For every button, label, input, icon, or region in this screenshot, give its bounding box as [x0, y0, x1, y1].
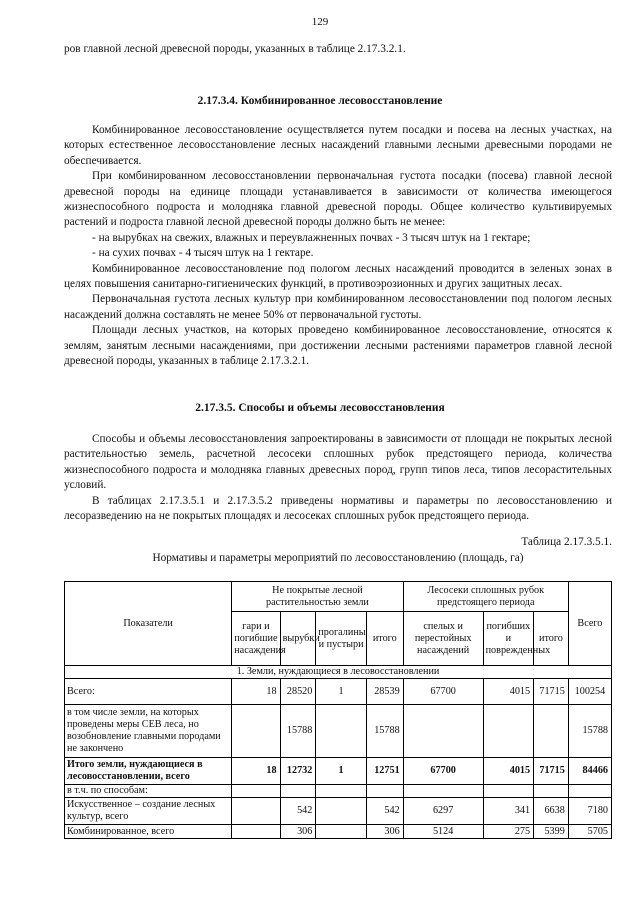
- cell-cutovers: 12732: [280, 758, 316, 785]
- cell-damaged: 275: [483, 825, 533, 839]
- cell-total: 100254: [568, 679, 611, 705]
- cell-mature: 6297: [403, 798, 483, 825]
- row-label: Всего:: [65, 679, 232, 705]
- list-item: - на вырубках на свежих, влажных и переувлажненных почвах - 3 тысяч штук на 1 гектаре;: [92, 231, 531, 244]
- row-label: в том числе земли, на которых проведены меры СЕВ леса, но возобновление главными породами не закончено: [65, 705, 232, 758]
- cell-subtotal-2: [534, 705, 569, 758]
- cell-glades: 1: [316, 679, 366, 705]
- cell-glades: [316, 825, 366, 839]
- cell-glades: [316, 798, 366, 825]
- section-heading-methods: 2.17.3.5. Способы и объемы лесовосстановления: [195, 402, 445, 414]
- cell-cutovers: 15788: [280, 705, 316, 758]
- section-2-body: [64, 432, 612, 524]
- section-row: [65, 666, 612, 679]
- header-damaged: погибших и поврежденных: [483, 612, 533, 666]
- cell-subtotal-1: 306: [366, 825, 403, 839]
- cell-burnt: 18: [232, 679, 280, 705]
- page-number: 129: [311, 16, 329, 28]
- cell-burnt: 18: [232, 758, 280, 785]
- cell-burnt: [232, 705, 280, 758]
- cell-burnt: [232, 785, 280, 798]
- table-row: [65, 705, 612, 758]
- cell-subtotal-1: 15788: [366, 705, 403, 758]
- cell-burnt: [232, 798, 280, 825]
- paragraph: При комбинированном лесовосстановлении первоначальная густота посадки (посева) главной лесной древесной породы на единице площади устанавливается в зависимости от количества имеющегося жизнеспособного подроста и молодняка главной древесной породы. Общее количество культивируемых растений и подроста главной лесной древесной породы должно быть не менее:: [64, 170, 612, 229]
- cell-total: [568, 785, 611, 798]
- section-heading-combined: 2.17.3.4. Комбинированное лесовосстановление: [197, 95, 443, 107]
- cell-damaged: 4015: [483, 758, 533, 785]
- cell-total: 84466: [568, 758, 611, 785]
- cell-subtotal-1: 28539: [366, 679, 403, 705]
- list-item: - на сухих почвах - 4 тысяч штук на 1 гектаре.: [92, 247, 314, 260]
- header-indicators: Показатели: [65, 582, 232, 666]
- paragraph: Площади лесных участков, на которых проведено комбинированное лесовосстановление, относятся к землям, занятым лесными насаждениями, при достижении лесными растениями параметров главной лесной древесной породы, указанных в таблице 2.17.3.2.1.: [64, 324, 612, 368]
- cell-mature: [403, 705, 483, 758]
- paragraph: Комбинированное лесовосстановление под пологом лесных насаждений проводится в зеленых зонах в целях повышения санитарно-гигиенических функций, в противоэрозионных и других защитных лесах.: [64, 262, 612, 291]
- cell-glades: 1: [316, 758, 366, 785]
- cell-subtotal-2: [534, 785, 569, 798]
- cell-glades: [316, 705, 366, 758]
- cell-subtotal-1: [366, 785, 403, 798]
- cell-cutovers: 542: [280, 798, 316, 825]
- header-burnt: гари и погибшие насаждения: [232, 612, 280, 666]
- cell-total: 15788: [568, 705, 611, 758]
- cell-glades: [316, 785, 366, 798]
- header-group-clearcut: Лесосеки сплошных рубок предстоящего периода: [403, 582, 568, 612]
- cell-cutovers: [280, 785, 316, 798]
- header-subtotal-2: итого: [534, 612, 569, 666]
- section-row-label: 1. Земли, нуждающиеся в лесовосстановлении: [65, 666, 612, 679]
- cell-subtotal-2: 5399: [534, 825, 569, 839]
- header-mature: спелых и перестойных насаждений: [403, 612, 483, 666]
- table-title: Нормативы и параметры мероприятий по лесовосстановлению (площадь, га): [152, 552, 524, 564]
- cell-total: 7180: [568, 798, 611, 825]
- cell-damaged: [483, 705, 533, 758]
- header-glades: прогалины и пустыри: [316, 612, 366, 666]
- header-total: Всего: [568, 582, 611, 666]
- cell-damaged: 341: [483, 798, 533, 825]
- cell-mature: [403, 785, 483, 798]
- table-number: Таблица 2.17.3.5.1.: [521, 536, 612, 548]
- cell-mature: 67700: [403, 679, 483, 705]
- table-row: [65, 679, 612, 705]
- header-group-not-covered: Не покрытые лесной растительностью земли: [232, 582, 403, 612]
- paragraph: Способы и объемы лесовосстановления запроектированы в зависимости от площади не покрытых лесной растительностью земель, расчетной лесосеки сплошных рубок предстоящего периода, количества жизнеспособного подроста и молодняка главных древесных пород, групп типов леса, типов лесорастительных условий.: [64, 433, 612, 492]
- cell-damaged: [483, 785, 533, 798]
- cell-subtotal-2: 71715: [534, 679, 569, 705]
- header-subtotal-1: итого: [366, 612, 403, 666]
- cell-subtotal-1: 12751: [366, 758, 403, 785]
- paragraph: Первоначальная густота лесных культур при комбинированном лесовосстановлении под пологом лесных насаждений должна составлять не менее 50% от первоначальной густоты.: [64, 293, 612, 321]
- row-label: в т.ч. по способам:: [65, 785, 232, 798]
- header-row: [65, 582, 612, 612]
- row-label: Итого земли, нуждающиеся в лесовосстановлении, всего: [65, 758, 232, 785]
- cell-subtotal-1: 542: [366, 798, 403, 825]
- cell-burnt: [232, 825, 280, 839]
- row-label: Комбинированное, всего: [65, 825, 232, 839]
- row-label: Искусственное – создание лесных культур, всего: [65, 798, 232, 825]
- cell-mature: 5124: [403, 825, 483, 839]
- paragraph: Комбинированное лесовосстановление осуществляется путем посадки и посева на лесных участках, на которых естественное лесовосстановление лесных насаждений главными лесными древесными породами не обеспечивается.: [64, 124, 612, 167]
- cell-damaged: 4015: [483, 679, 533, 705]
- table-row: [65, 798, 612, 825]
- reforestation-table: [64, 581, 612, 839]
- cell-total: 5705: [568, 825, 611, 839]
- cell-cutovers: 28520: [280, 679, 316, 705]
- table-row: [65, 825, 612, 839]
- header-cutovers: вырубки: [280, 612, 316, 666]
- paragraph: В таблицах 2.17.3.5.1 и 2.17.3.5.2 приведены нормативы и параметры по лесовосстановлению и лесоразведению на не покрытых площадях и лесосеках сплошных рубок предстоящего периода.: [64, 494, 612, 523]
- cell-subtotal-2: 71715: [534, 758, 569, 785]
- table-row: [65, 785, 612, 798]
- table-row: [65, 758, 612, 785]
- cell-subtotal-2: 6638: [534, 798, 569, 825]
- section-1-body: [64, 123, 612, 370]
- cell-mature: 67700: [403, 758, 483, 785]
- cell-cutovers: 306: [280, 825, 316, 839]
- intro-line: ров главной лесной древесной породы, указанных в таблице 2.17.3.2.1.: [64, 43, 406, 55]
